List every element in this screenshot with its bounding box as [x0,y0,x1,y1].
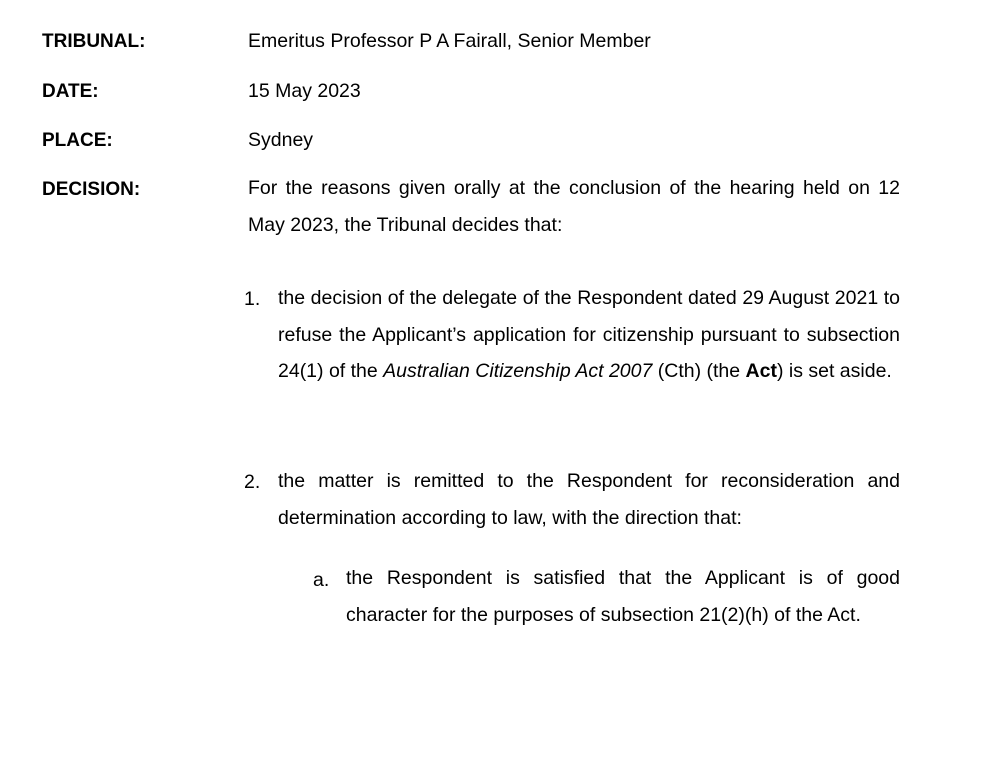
decision-intro: For the reasons given orally at the conclusion of the hearing held on 12 May 2023, the Tribunal decides that: [248,177,900,236]
act-defined-term: Act [745,360,777,383]
tribunal-value: Emeritus Professor P A Fairall, Senior Member [248,30,651,52]
item-1-text [278,280,900,390]
place-label: PLACE: [42,130,113,151]
subitem-a-letter: a. [313,569,330,591]
item-1-text-part: the decision of the delegate of the Respondent dated 29 August 2021 to refuse the Applicant’s application for citizenship pursuant to subsection 24(1) of the [278,287,900,383]
subitem-a-text: the Respondent is satisfied that the Applicant is of good character for the purposes of subsection 21(2)(h) of the Act. [346,567,900,626]
item-2-text: the matter is remitted to the Respondent for reconsideration and determination according to law, with the direction that: [278,470,900,529]
date-label: DATE: [42,81,99,102]
item-2-number: 2. [244,471,261,493]
item-1-number: 1. [244,288,261,310]
item-1-text-part: ) is set aside. [776,360,892,383]
place-value: Sydney [248,129,314,151]
item-1-text-part: (Cth) (the [652,360,746,383]
act-title: Australian Citizenship Act 2007 [383,360,653,383]
date-value: 15 May 2023 [248,80,361,102]
decision-label: DECISION: [42,179,141,200]
tribunal-label: TRIBUNAL: [42,31,146,52]
